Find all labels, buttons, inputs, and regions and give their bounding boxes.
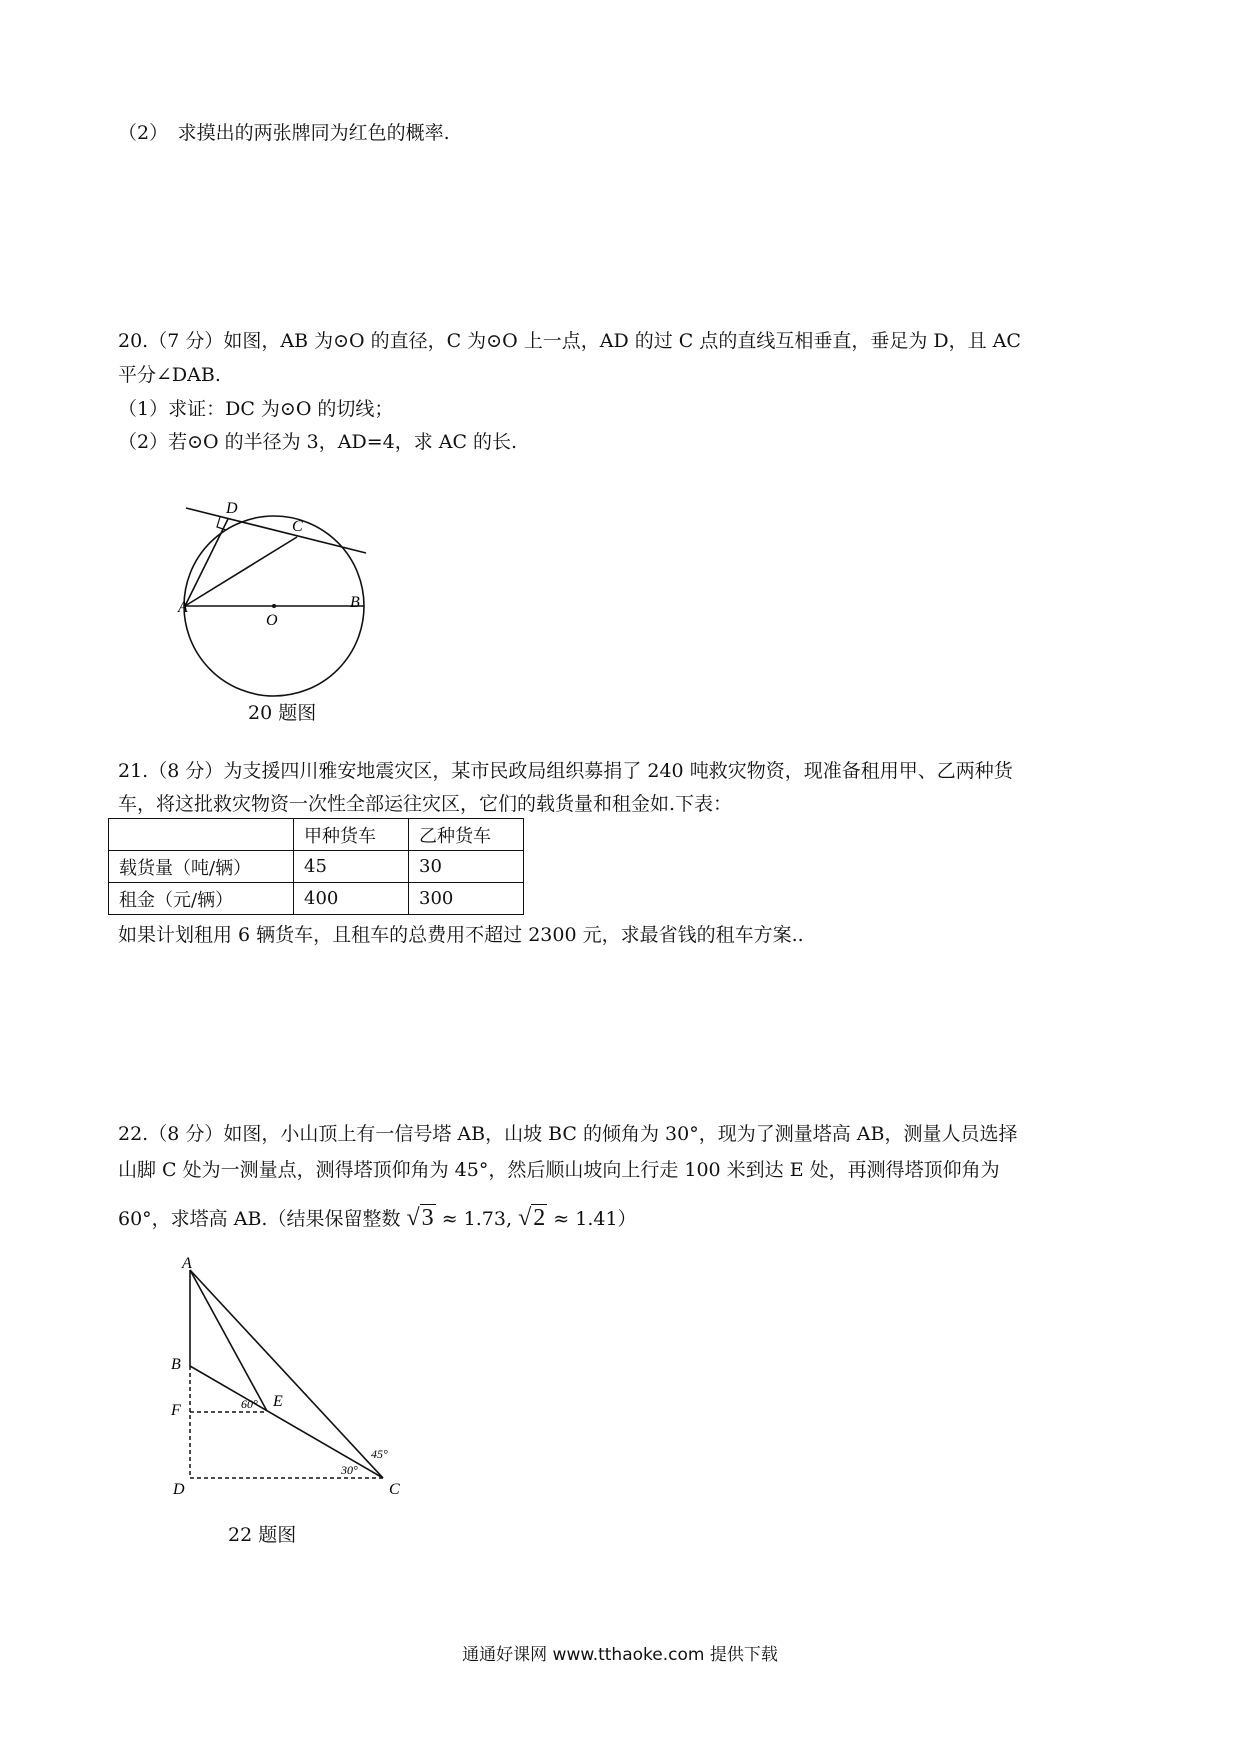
table-cell: 400 [294, 883, 409, 915]
q22-line-ac [190, 1270, 383, 1478]
table-row [109, 851, 524, 883]
q20-label-a: A [178, 599, 188, 616]
q22-approx-2: ≈ 1.41） [553, 1208, 637, 1230]
q20-stem-line1: 20.（7 分）如图，AB 为⊙O 的直径，C 为⊙O 上一点，AD 的过 C 点的直线互相垂直，垂足为 D，且 AC [118, 330, 1021, 352]
q22-label-b: B [171, 1356, 181, 1373]
table-header-cell: 甲种货车 [294, 819, 409, 851]
table-header-row [109, 819, 524, 851]
q22-line-bc [190, 1366, 383, 1478]
q20-part2: （2）若⊙O 的半径为 3，AD=4，求 AC 的长. [118, 431, 518, 453]
q22-figure [165, 1255, 415, 1518]
q20-label-b: B [350, 594, 360, 611]
q20-tangent-line [186, 508, 366, 553]
q21-question: 如果计划租用 6 辆货车，且租车的总费用不超过 2300 元，求最省钱的租车方案.. [118, 924, 804, 946]
table-cell: 载货量（吨/辆） [109, 851, 294, 883]
q21-stem-line1: 21.（8 分）为支援四川雅安地震灾区，某市民政局组织募捐了 240 吨救灾物资，现准备租用甲、乙两种货 [118, 760, 1013, 782]
q22-angle-60: 60° [241, 1397, 258, 1411]
q22-stem-line3 [118, 1203, 637, 1234]
q21-rent-table [108, 818, 524, 915]
q20-label-c: C [292, 518, 303, 535]
q22-approx-1: ≈ 1.73, [441, 1208, 513, 1230]
q20-center-point [272, 604, 276, 608]
q20-figure-caption: 20 题图 [248, 702, 317, 724]
table-header-cell [109, 819, 294, 851]
table-row [109, 883, 524, 915]
q22-line3-text: 60°，求塔高 AB.（结果保留整数 [118, 1208, 401, 1230]
q20-label-o: O [266, 612, 278, 629]
q22-label-e: E [273, 1393, 283, 1410]
q22-figure-caption: 22 题图 [228, 1524, 297, 1546]
table-cell: 45 [294, 851, 409, 883]
q20-label-d: D [226, 500, 238, 517]
q20-figure [180, 485, 380, 685]
q22-angle-30: 30° [341, 1463, 358, 1477]
table-header-cell: 乙种货车 [409, 819, 524, 851]
sqrt-2: √2 [518, 1205, 546, 1231]
q20-stem-line2: 平分∠DAB. [118, 364, 221, 386]
q22-angle-45: 45° [371, 1447, 388, 1461]
page-footer: 通通好课网 www.tthaoke.com 提供下载 [462, 1645, 778, 1665]
table-cell: 30 [409, 851, 524, 883]
q20-right-angle-mark [217, 517, 226, 530]
q22-label-a: A [182, 1255, 192, 1272]
q22-label-f: F [171, 1402, 181, 1419]
q19-part2: （2） 求摸出的两张牌同为红色的概率. [118, 122, 450, 144]
q20-part1: （1）求证：DC 为⊙O 的切线； [118, 398, 394, 420]
q21-stem-line2: 车，将这批救灾物资一次性全部运往灾区，它们的载货量和租金如.下表： [118, 793, 733, 815]
table-cell: 租金（元/辆） [109, 883, 294, 915]
q22-stem-line2: 山脚 C 处为一测量点，测得塔顶仰角为 45°，然后顺山坡向上行走 100 米到达 E 处，再测得塔顶仰角为 [118, 1159, 1000, 1181]
table-cell: 300 [409, 883, 524, 915]
q22-label-c: C [389, 1481, 400, 1498]
q22-stem-line1: 22.（8 分）如图，小山顶上有一信号塔 AB，山坡 BC 的倾角为 30°，现为了测量塔高 AB，测量人员选择 [118, 1123, 1018, 1145]
q22-label-d: D [173, 1481, 185, 1498]
sqrt-3: √3 [406, 1205, 434, 1231]
